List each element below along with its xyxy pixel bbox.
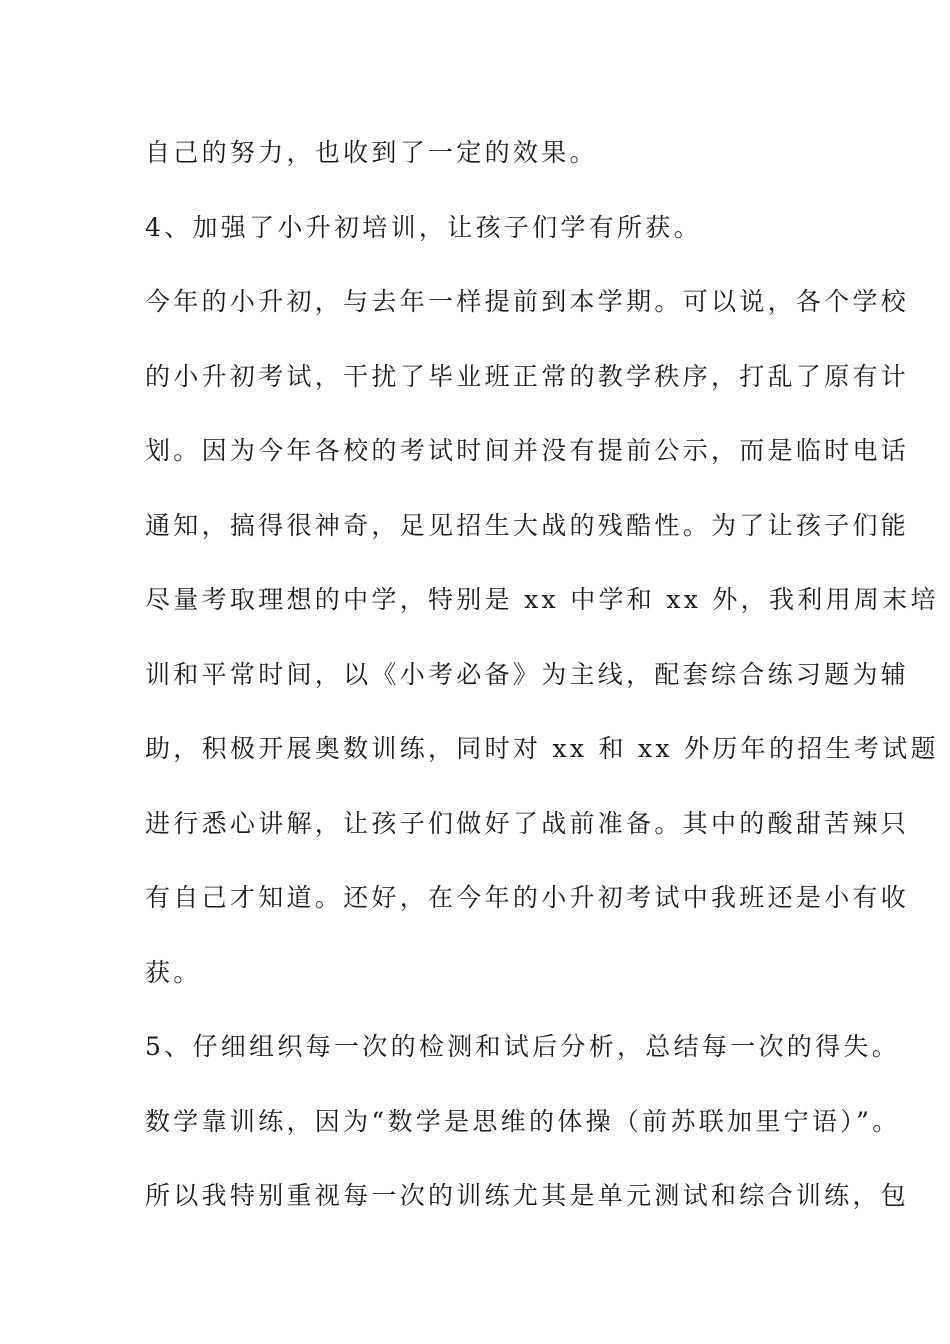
text-line: 尽量考取理想的中学，特别是 xx 中学和 xx 外，我利用周末培 xyxy=(145,585,939,614)
text-line: 划。因为今年各校的考试时间并没有提前公示，而是临时电话 xyxy=(145,436,910,465)
body-text xyxy=(145,128,939,1246)
text-line: 自己的努力，也收到了一定的效果。 xyxy=(145,138,598,167)
text-line: 训和平常时间，以《小考必备》为主线，配套综合练习题为辅 xyxy=(145,659,910,689)
text-line: 的小升初考试，干扰了毕业班正常的教学秩序，打乱了原有计 xyxy=(145,361,910,391)
text-line: 获。 xyxy=(145,957,202,987)
section-heading-4: 4、加强了小升初培训，让孩子们学有所获。 xyxy=(145,212,702,242)
text-line: 进行悉心讲解，让孩子们做好了战前准备。其中的酸甜苦辣只 xyxy=(145,808,910,838)
section-heading-5: 5、仔细组织每一次的检测和试后分析，总结每一次的得失。 xyxy=(145,1032,901,1061)
text-line: 助，积极开展奥数训练，同时对 xx 和 xx 外历年的招生考试题 xyxy=(145,734,939,763)
text-line: 所以我特别重视每一次的训练尤其是单元测试和综合训练，包 xyxy=(145,1181,910,1210)
text-line: 今年的小升初，与去年一样提前到本学期。可以说，各个学校 xyxy=(145,287,910,316)
text-line: 数学靠训练，因为“数学是思维的体操（前苏联加里宁语）”。 xyxy=(145,1106,901,1136)
text-line: 通知，搞得很神奇，足见招生大战的残酷性。为了让孩子们能 xyxy=(145,510,910,540)
text-line: 有自己才知道。还好，在今年的小升初考试中我班还是小有收 xyxy=(145,883,910,912)
